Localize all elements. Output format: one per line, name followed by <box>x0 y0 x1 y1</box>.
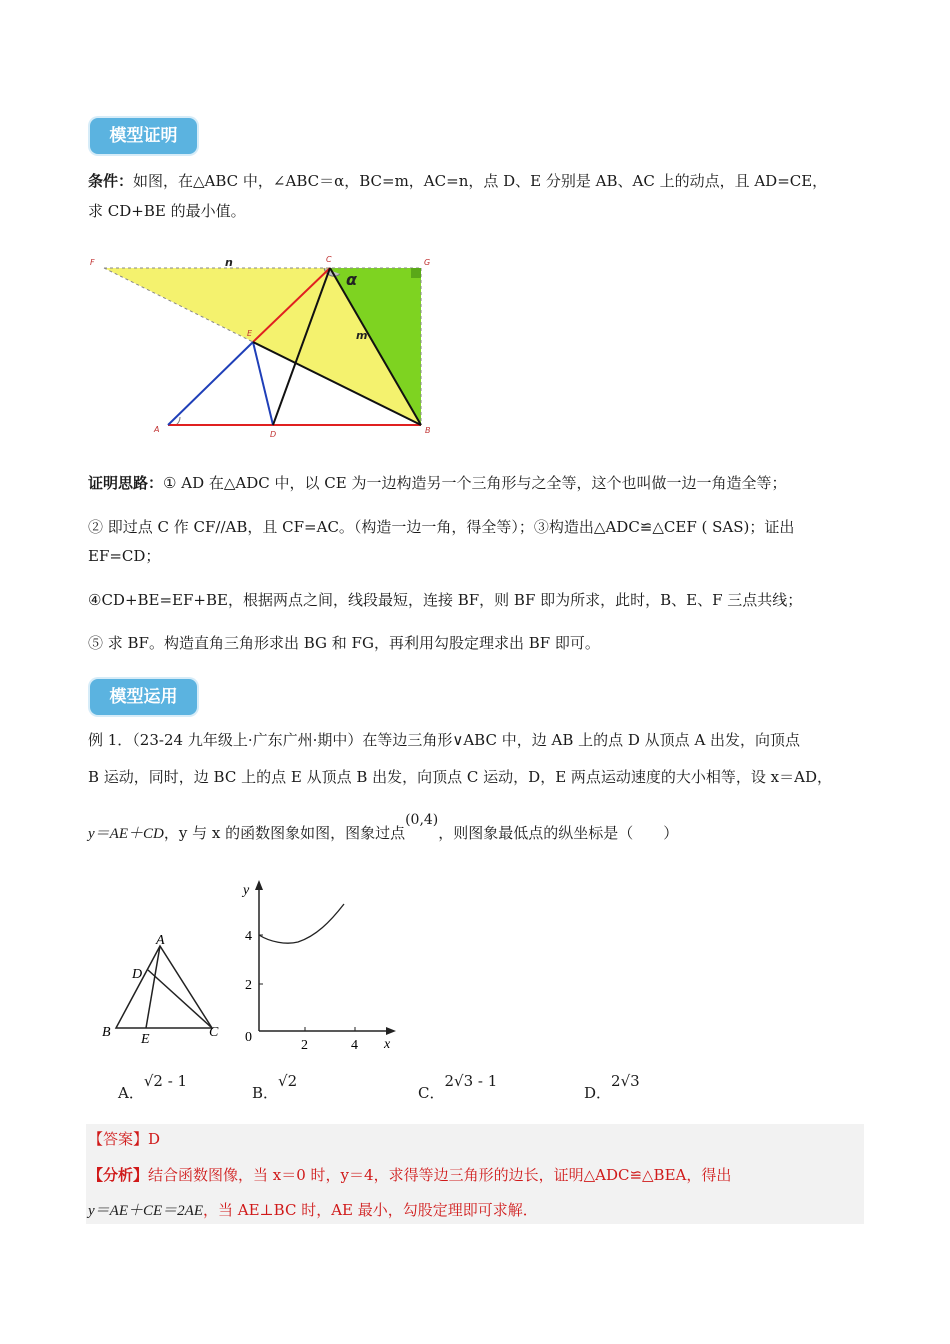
analysis-line-1 <box>88 1164 731 1186</box>
proof-step-2b: EF=CD； <box>88 547 161 565</box>
analysis-label: 【分析】 <box>88 1166 149 1184</box>
label-g: G <box>424 258 431 267</box>
label-n: n <box>225 256 233 269</box>
function-graph <box>238 876 402 1056</box>
option-a-letter: A． <box>118 1084 144 1102</box>
example-line-3-end: ，则图象最低点的纵坐标是（ ） <box>438 824 679 842</box>
answer-value: D <box>148 1130 161 1148</box>
label-e2: E <box>141 1032 150 1047</box>
example-line-3 <box>88 812 679 845</box>
label-e: E <box>247 329 253 338</box>
right-angle-mark <box>411 268 421 278</box>
example-formula: y＝AE＋CD <box>88 826 164 842</box>
label-c: C <box>326 255 332 264</box>
analysis-text-2: ，当 AE⊥BC 时，AE 最小，勾股定理即可求解． <box>202 1201 538 1219</box>
condition-text-1: 如图，在△ABC 中，∠ABC＝α，BC=m，AC=n，点 D、E 分别是 AB、AC 上的动点，且 AD=CE， <box>133 172 828 190</box>
label-c2: C <box>209 1025 219 1040</box>
label-a: A <box>154 425 160 434</box>
graph-xtick-label-2: 2 <box>301 1038 308 1053</box>
proof-step-1-text: ① AD 在△ADC 中，以 CE 为一边构造另一个三角形与之全等，这个也叫做一边一角造全等； <box>163 474 787 492</box>
graph-ytick-label-2: 2 <box>245 978 252 993</box>
construction-figure <box>88 252 440 442</box>
label-alpha: α <box>346 270 357 289</box>
section-tag-apply: 模型运用 <box>90 679 197 715</box>
label-m: m <box>356 329 368 342</box>
example-line-3-text: ，y 与 x 的函数图象如图，图象过点 <box>163 824 406 842</box>
option-d[interactable] <box>584 1072 640 1103</box>
label-a2: A <box>156 933 165 948</box>
section-tag-proof: 模型证明 <box>90 118 197 154</box>
graph-ylabel: y <box>243 883 250 898</box>
function-curve <box>259 904 344 943</box>
option-b-letter: B． <box>252 1084 279 1102</box>
option-c-value: 2√3 - 1 <box>444 1072 498 1090</box>
option-c[interactable] <box>418 1072 498 1103</box>
proof-step-4: ④CD+BE=EF+BE，根据两点之间，线段最短，连接 BF，则 BF 即为所求，此时，B、E、F 三点共线； <box>88 591 803 609</box>
y-axis-arrow <box>255 880 263 890</box>
label-d2: D <box>132 967 143 982</box>
answer-line <box>88 1128 160 1150</box>
answer-label: 【答案】 <box>88 1130 149 1148</box>
option-b-value: √2 <box>278 1072 298 1090</box>
analysis-text-1: 结合函数图像，当 x＝0 时，y＝4，求得等边三角形的边长，证明△ADC≌△BEA，得出 <box>148 1166 732 1184</box>
graph-origin: 0 <box>245 1030 252 1045</box>
label-f: F <box>90 258 95 267</box>
graph-xtick-label-4: 4 <box>351 1038 358 1053</box>
condition-line-2: 求 CD+BE 的最小值。 <box>88 202 246 220</box>
proof-step-1 <box>88 472 786 494</box>
proof-step-5: ⑤ 求 BF。构造直角三角形求出 BG 和 FG，再利用勾股定理求出 BF 即可。 <box>88 634 600 652</box>
example-line-2: B 运动，同时，边 BC 上的点 E 从顶点 B 出发，向顶点 C 运动，D，E 两点运动速度的大小相等，设 x＝AD， <box>88 768 832 786</box>
proof-step-2a: ② 即过点 C 作 CF//AB，且 CF=AC。（构造一边一角，得全等）；③构造出△ADC≌△CEF ( SAS)；证出 <box>88 518 795 536</box>
analysis-formula: y＝AE＋CE＝2AE <box>88 1203 203 1219</box>
segment-ae <box>168 342 253 425</box>
label-b2: B <box>102 1025 111 1040</box>
proof-label: 证明思路： <box>88 474 164 492</box>
condition-line-1 <box>88 170 827 192</box>
option-d-letter: D． <box>584 1084 612 1102</box>
graph-ytick-label-4: 4 <box>245 929 252 944</box>
triangle-figure <box>96 928 230 1048</box>
option-a[interactable] <box>118 1072 188 1103</box>
example-line-1: 例 1．（23-24 九年级上·广东广州·期中）在等边三角形∨ABC 中，边 AB 上的点 D 从顶点 A 出发，向顶点 <box>88 731 801 749</box>
option-a-value: √2 - 1 <box>143 1072 188 1090</box>
condition-label: 条件： <box>88 172 134 190</box>
angle-mark-a <box>176 417 180 425</box>
label-b: B <box>425 426 431 435</box>
segment-ed <box>253 342 273 425</box>
analysis-line-2 <box>88 1199 538 1222</box>
x-axis-arrow <box>386 1027 396 1035</box>
graph-xlabel: x <box>384 1037 391 1052</box>
option-d-value: 2√3 <box>611 1072 640 1090</box>
label-d: D <box>270 430 277 439</box>
option-b[interactable] <box>252 1072 298 1103</box>
example-point: (0,4) <box>405 812 439 828</box>
option-c-letter: C． <box>418 1084 445 1102</box>
